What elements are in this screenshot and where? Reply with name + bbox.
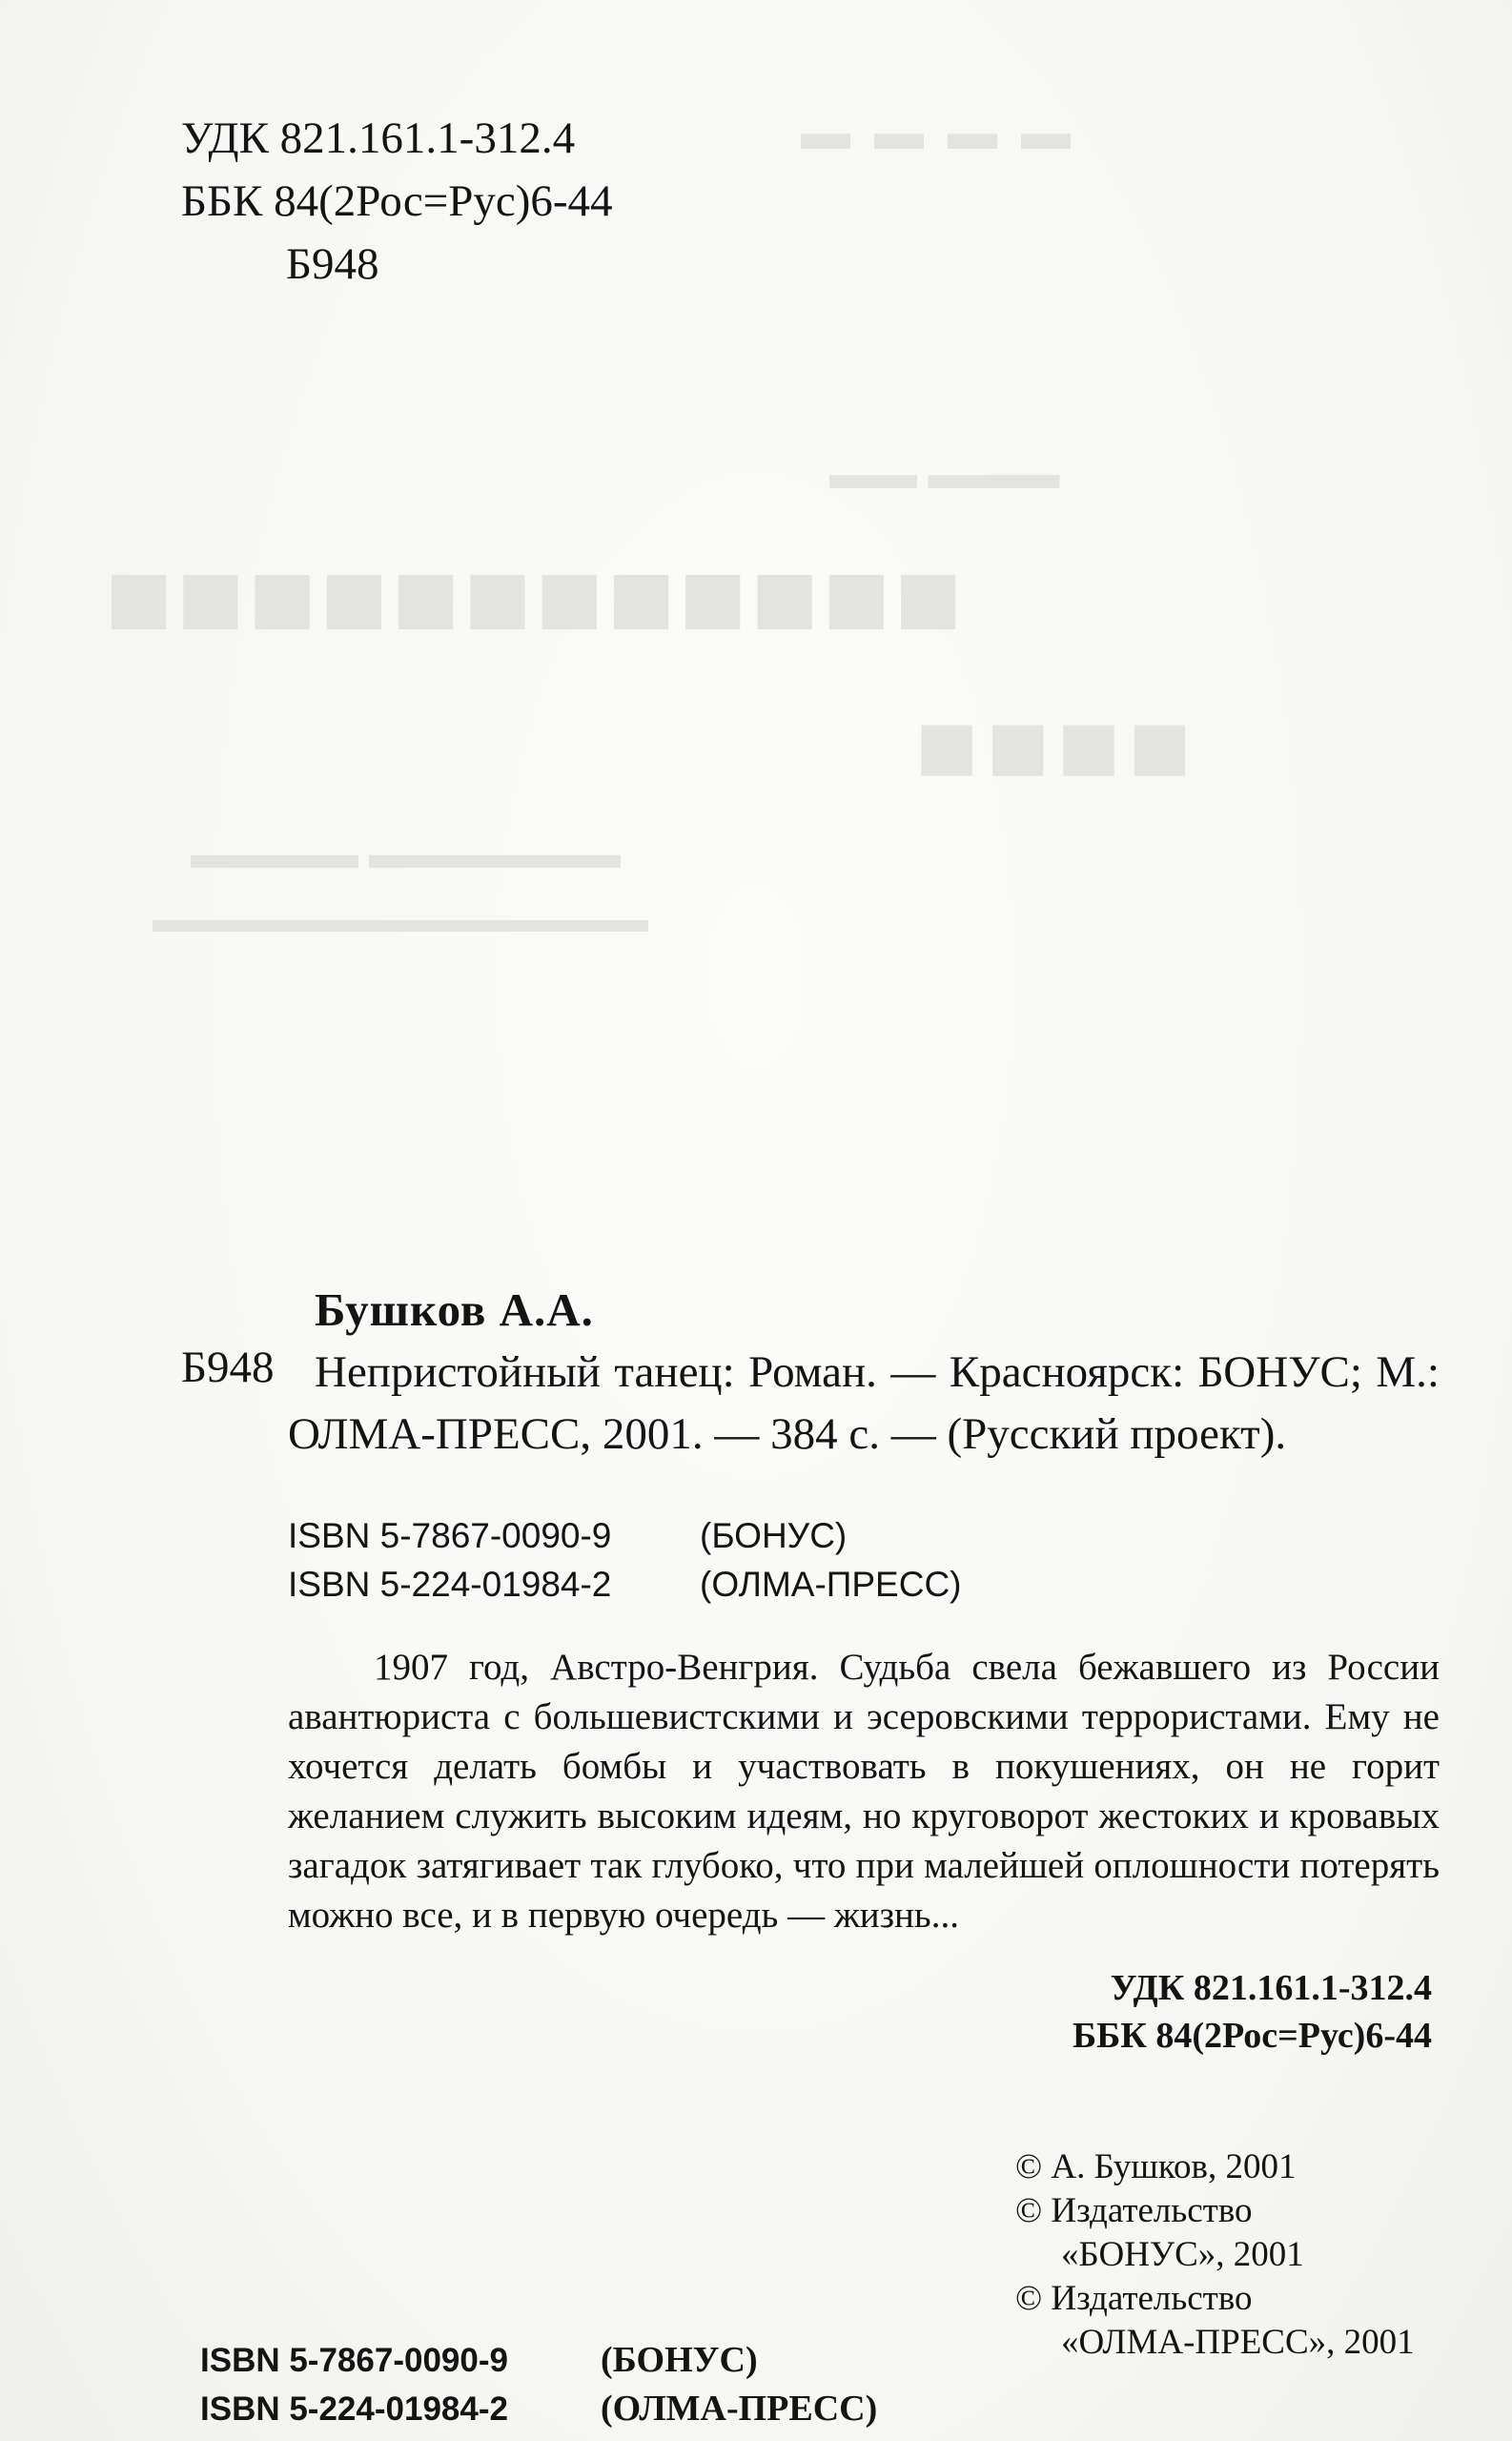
copyright-author: © А. Бушков, 2001 xyxy=(1015,2147,1297,2186)
show-through-text: ■■■■ xyxy=(915,688,1199,805)
annotation-paragraph: 1907 год, Австро-Венгрия. Судьба свела бежавшего из России авантюриста с большевистскими и эсеровскими террористами. Ему не хочется делать бомбы и участвовать в покушениях, он не горит желанием служить высоким идеям, но круговорот жестоких и кровавых загадок затягивает так глубоко, что при малейшей оплошности потерять можно все, и в первую очередь — жизнь... xyxy=(288,1647,1440,1936)
classification-codes-right xyxy=(1073,1964,1432,2060)
copyright-publisher-name: «БОНУС», 2001 xyxy=(1061,2235,1304,2274)
show-through-text: ▬ ▬ ▬ ▬ xyxy=(801,106,1076,160)
isbn-number: ISBN 5-224-01984-2 xyxy=(288,1565,612,1604)
card-isbn-list xyxy=(288,1511,962,1609)
isbn-publisher: (ОЛМА-ПРЕСС) xyxy=(601,2389,878,2429)
isbn-publisher: (БОНУС) xyxy=(601,2340,758,2380)
classification-codes-top xyxy=(181,107,613,296)
card-index: Б948 xyxy=(181,1343,275,1392)
copyright-publisher-label: © Издательство xyxy=(1015,2191,1253,2230)
copyright-publisher-label: © Издательство xyxy=(1015,2279,1253,2318)
card-author: Бушков А.А. xyxy=(315,1283,594,1336)
show-through-text: ▬▬▬▬▬▬▬▬▬▬▬▬▬ xyxy=(153,897,648,940)
isbn-row xyxy=(288,1511,962,1560)
bibliographic-description: Непристойный танец: Роман. — Красноярск: БОНУС; М.: ОЛМА-ПРЕСС, 2001. — 384 с. — (Русский проект). xyxy=(288,1347,1440,1459)
udk-code: УДК 821.161.1-312.4 xyxy=(181,113,576,163)
bbk-code: ББК 84(2Рос=Рус)6-44 xyxy=(1073,2016,1432,2056)
copyright-notices xyxy=(1015,2145,1415,2365)
show-through-text: ▬▬ ▬▬▬ xyxy=(829,449,1060,498)
isbn-bottom-list xyxy=(200,2336,877,2433)
bbk-code: ББК 84(2Рос=Рус)6-44 xyxy=(181,176,613,226)
isbn-row xyxy=(200,2385,877,2433)
show-through-text: ▬▬▬▬ ▬▬▬▬▬▬ xyxy=(191,831,621,877)
isbn-publisher: (БОНУС) xyxy=(700,1516,848,1555)
udk-code: УДК 821.161.1-312.4 xyxy=(1110,1968,1432,2008)
isbn-number: ISBN 5-7867-0090-9 xyxy=(200,2342,508,2379)
isbn-publisher: (ОЛМА-ПРЕСС) xyxy=(700,1565,962,1604)
isbn-number: ISBN 5-224-01984-2 xyxy=(200,2390,508,2428)
show-through-text: ■■■■■■■■■■■■ xyxy=(105,536,967,661)
isbn-number: ISBN 5-7867-0090-9 xyxy=(288,1516,612,1555)
isbn-row xyxy=(200,2336,877,2385)
copyright-publisher-name: «ОЛМА-ПРЕСС», 2001 xyxy=(1061,2323,1415,2362)
isbn-row xyxy=(288,1560,962,1609)
author-index: Б948 xyxy=(286,239,379,289)
